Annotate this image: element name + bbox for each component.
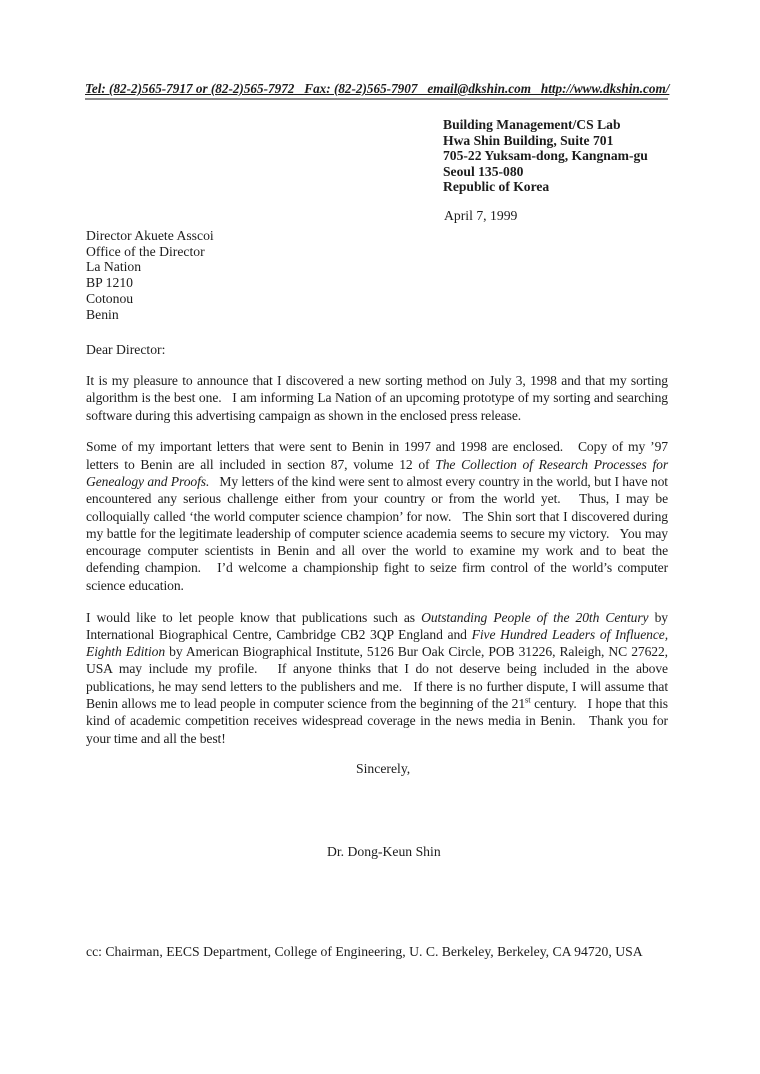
salutation: Dear Director:: [86, 342, 166, 357]
recipient-address-line: La Nation: [86, 259, 142, 275]
letterhead-contact-line: [85, 81, 668, 100]
recipient-address-line: Benin: [86, 306, 119, 322]
cc-line: cc: Chairman, EECS Department, College of Engineering, U. C. Berkeley, Berkeley, CA 94720, USA: [86, 944, 643, 959]
sender-address-line: Seoul 135-080: [443, 163, 524, 179]
sender-address-line: Hwa Shin Building, Suite 701: [443, 132, 614, 148]
closing-salutation: Sincerely,: [356, 761, 411, 776]
date-line: April 7, 1999: [444, 208, 518, 223]
sender-address-line: Republic of Korea: [443, 179, 550, 195]
sender-address-line: Building Management/CS Lab: [443, 117, 621, 132]
recipient-address-block: [86, 228, 214, 322]
letter-body: [86, 372, 668, 761]
paragraph-letters-enclosed: Some of my important letters that were sent to Benin in 1997 and 1998 are enclosed. Copy of my ’97 letters to Benin are all included in section 87, volume 12 of The Collection of Research Processes for Genealogy and Proofs. My letters of the kind were sent to almost every country in the world, but I have not encountered any serious challenge either from your country or from the world yet. Thus, I may be colloquially called ‘the world computer science champion’ for now. The Shin sort that I discovered during my battle for the legitimate leadership of computer science academia seems to secure my victory. You may encourage computer scientists in Benin and all over the world to examine my work and to beat the defending champion. I’d welcome a championship fight to seize firm control of the world’s computer science education.: [86, 439, 669, 593]
sender-address-block: [443, 117, 648, 195]
recipient-address-line: Cotonou: [86, 290, 134, 306]
recipient-address-line: BP 1210: [86, 275, 134, 291]
letterhead-contact-text: Tel: (82-2)565-7917 or (82-2)565-7972 Fax: (82-2)565-7907 email@dkshin.com http://www.dkshin.com/: [85, 81, 670, 96]
paragraph-publications: I would like to let people know that publications such as Outstanding People of the 20th Century by International Biographical Centre, Cambridge CB2 3QP England and Five Hundred Leaders of Influence, Eighth Edition by American Biographical Institute, 5126 Bur Oak Circle, POB 31226, Raleigh, NC 27622, USA may include my profile. If anyone thinks that I do not deserve being included in the above publications, he may send letters to the publishers and me. If there is no further dispute, I will assume that Benin allows me to lead people in computer science from the beginning of the 21st century. I hope that this kind of academic competition receives widespread coverage in the news media in Benin. Thank you for your time and all the best!: [86, 609, 669, 746]
paragraph-announcement: It is my pleasure to announce that I discovered a new sorting method on July 3, 1998 and that my sorting algorithm is the best one. I am informing La Nation of an upcoming prototype of my sorting and searching software during this advertising campaign as shown in the enclosed press release.: [86, 373, 668, 423]
recipient-address-line: Office of the Director: [86, 243, 205, 259]
signature-name: Dr. Dong-Keun Shin: [327, 844, 441, 859]
sender-address-line: 705-22 Yuksam-dong, Kangnam-gu: [443, 148, 648, 164]
recipient-address-line: Director Akuete Asscoi: [86, 228, 214, 243]
